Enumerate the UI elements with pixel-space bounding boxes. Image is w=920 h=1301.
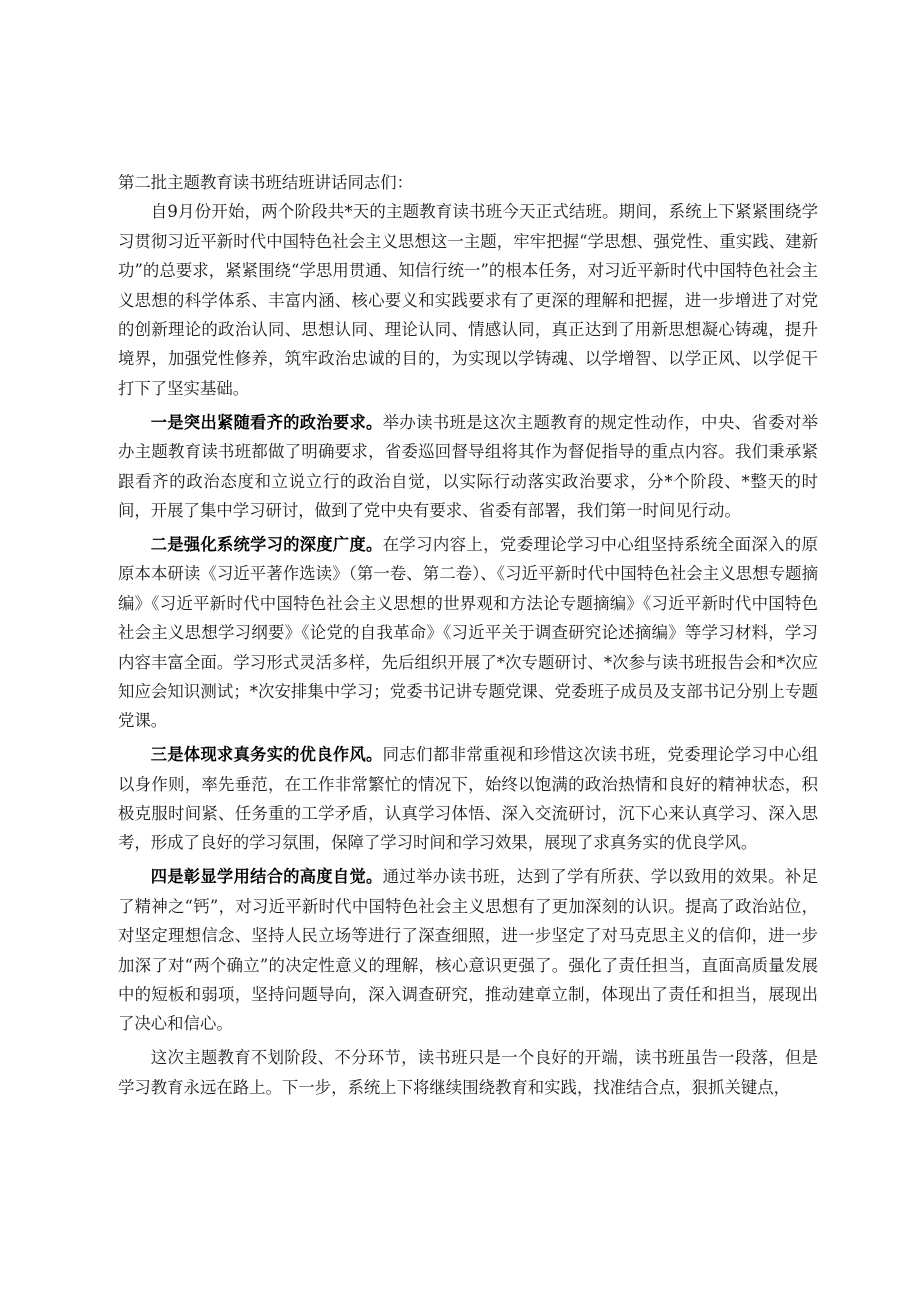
paragraph-lead: 二是强化系统学习的深度广度。 [150,534,383,554]
paragraph-conclusion [118,1043,818,1102]
paragraph-intro [118,197,818,403]
paragraph-point-4 [118,862,818,1038]
paragraph-text: 自9月份开始，两个阶段共*天的主题教育读书班今天正式结班。期间，系统上下紧紧围绕学习贯彻习近平新时代中国特色社会主义思想这一主题，牢牢把握“学思想、强党性、重实践、建新功”的总要求，紧紧围绕“学思用贯通、知信行统一”的根本任务，对习近平新时代中国特色社会主义思想的科学体系、丰富内涵、核心要义和实践要求有了更深的理解和把握，进一步增进了对党的创新理论的政治认同、思想认同、理论认同、情感认同，真正达到了用新思想凝心铸魂，提升境界，加强党性修养，筑牢政治忠诚的目的，为实现以学铸魂、以学增智、以学正风、以学促干打下了坚实基础。 [118,202,818,398]
paragraph-lead: 三是体现求真务实的优良作风。 [150,745,383,765]
paragraph-text: 在学习内容上，党委理论学习中心组坚持系统全面深入的原原本本研读《习近平著作选读》（第一卷、第二卷）、《习近平新时代中国特色社会主义思想专题摘编》《习近平新时代中国特色社会主义思想的世界观和方法论专题摘编》《习近平新时代中国特色社会主义思想学习纲要》《论党的自我革命》《习近平关于调查研究论述摘编》等学习材料，学习内容丰富全面。学习形式灵活多样，先后组织开展了*次专题研讨、*次参与读书班报告会和*次应知应会知识测试；*次安排集中学习；党委书记讲专题党课、党委班子成员及支部书记分别上专题党课。 [118,534,819,731]
paragraph-point-1 [118,408,818,526]
paragraph-text: 举办读书班是这次主题教育的规定性动作，中央、省委对举办主题教育读书班都做了明确要求，省委巡回督导组将其作为督促指导的重点内容。我们秉承紧跟看齐的政治态度和立说立行的政治自觉，以实际行动落实政治要求，分*个阶段、*整天的时间，开展了集中学习研讨，做到了党中央有要求、省委有部署，我们第一时间见行动。 [118,412,819,520]
document-body [118,168,818,1107]
paragraph-lead: 四是彰显学用结合的高度自觉。 [150,867,383,887]
paragraph-point-2 [118,530,818,736]
paragraph-lead: 一是突出紧随看齐的政治要求。 [150,412,383,432]
document-title-line: 第二批主题教育读书班结班讲话同志们： [118,173,414,192]
paragraph-text: 同志们都非常重视和珍惜这次读书班，党委理论学习中心组以身作则，率先垂范，在工作非常繁忙的情况下，始终以饱满的政治热情和良好的精神状态，积极克服时间紧、任务重的工学矛盾，认真学习体悟、深入交流研讨，沉下心来认真学习、深入思考，形成了良好的学习氛围，保障了学习时间和学习效果，展现了求真务实的优良学风。 [118,745,819,853]
paragraph-point-3 [118,740,818,858]
paragraph-text: 这次主题教育不划阶段、不分环节，读书班只是一个良好的开端，读书班虽告一段落，但是学习教育永远在路上。下一步，系统上下将继续围绕教育和实践，找准结合点，狠抓关键点， [118,1048,818,1097]
paragraph-text: 通过举办读书班，达到了学有所获、学以致用的效果。补足了精神之“钙”，对习近平新时代中国特色社会主义思想有了更加深刻的认识。提高了政治站位，对坚定理想信念、坚持人民立场等进行了深查细照，进一步坚定了对马克思主义的信仰，进一步加深了对“两个确立”的决定性意义的理解，核心意识更强了。强化了责任担当，直面高质量发展中的短板和弱项，坚持问题导向，深入调查研究，推动建章立制，体现出了责任和担当，展现出了决心和信心。 [118,867,819,1034]
